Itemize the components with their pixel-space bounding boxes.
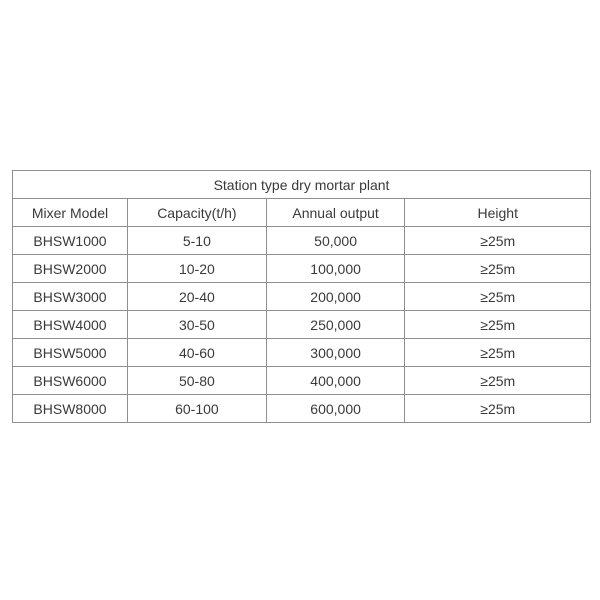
table-cell-height: ≥25m [405, 339, 591, 367]
table-row [13, 395, 591, 423]
table-cell-annual-output: 100,000 [266, 255, 405, 283]
table-cell-model: BHSW6000 [13, 367, 128, 395]
table-cell-model: BHSW8000 [13, 395, 128, 423]
table-header-row [13, 199, 591, 227]
table-cell-height: ≥25m [405, 311, 591, 339]
table-title-row [13, 171, 591, 199]
table-cell-height: ≥25m [405, 395, 591, 423]
table-row [13, 283, 591, 311]
table-cell-annual-output: 250,000 [266, 311, 405, 339]
table-cell-annual-output: 50,000 [266, 227, 405, 255]
spec-table [12, 170, 591, 423]
table-cell-annual-output: 600,000 [266, 395, 405, 423]
table-cell-height: ≥25m [405, 255, 591, 283]
table-cell-capacity: 50-80 [128, 367, 267, 395]
table-cell-capacity: 20-40 [128, 283, 267, 311]
table-cell-capacity: 30-50 [128, 311, 267, 339]
table-row [13, 227, 591, 255]
column-header-height: Height [405, 199, 591, 227]
table-row [13, 339, 591, 367]
table-cell-capacity: 40-60 [128, 339, 267, 367]
table-cell-annual-output: 200,000 [266, 283, 405, 311]
table-row [13, 367, 591, 395]
table-cell-annual-output: 300,000 [266, 339, 405, 367]
table-row [13, 311, 591, 339]
column-header-annual-output: Annual output [266, 199, 405, 227]
table-cell-model: BHSW5000 [13, 339, 128, 367]
table-cell-model: BHSW3000 [13, 283, 128, 311]
table-cell-capacity: 60-100 [128, 395, 267, 423]
table-cell-height: ≥25m [405, 367, 591, 395]
table-title: Station type dry mortar plant [13, 171, 591, 199]
spec-table-container [12, 170, 591, 423]
column-header-mixer-model: Mixer Model [13, 199, 128, 227]
table-cell-annual-output: 400,000 [266, 367, 405, 395]
table-cell-model: BHSW1000 [13, 227, 128, 255]
table-cell-model: BHSW4000 [13, 311, 128, 339]
table-cell-capacity: 10-20 [128, 255, 267, 283]
table-cell-height: ≥25m [405, 283, 591, 311]
table-cell-capacity: 5-10 [128, 227, 267, 255]
column-header-capacity: Capacity(t/h) [128, 199, 267, 227]
table-cell-model: BHSW2000 [13, 255, 128, 283]
table-cell-height: ≥25m [405, 227, 591, 255]
table-row [13, 255, 591, 283]
